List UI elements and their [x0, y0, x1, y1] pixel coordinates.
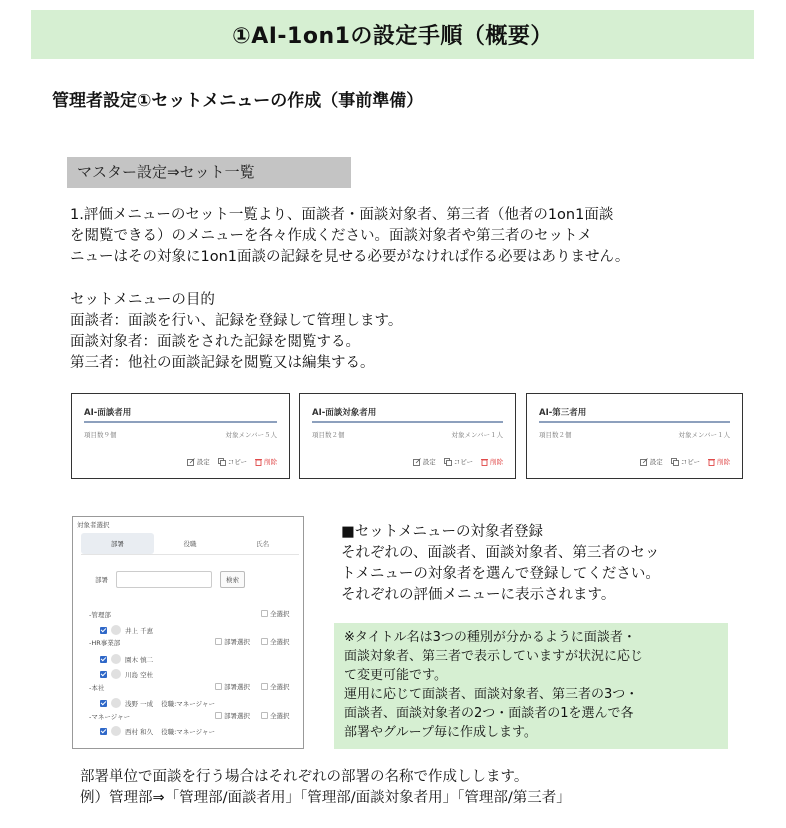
registration-description: [341, 522, 660, 606]
member-name: 浅野 一成: [125, 699, 154, 708]
purpose-paragraph: [70, 290, 402, 374]
group-row: [89, 608, 111, 620]
dept-select-option[interactable]: 部署選択: [215, 682, 250, 691]
group-row: [89, 681, 104, 693]
member-name: 井上 千恵: [125, 626, 154, 635]
delete-button[interactable]: 削除: [481, 457, 503, 466]
section-subtitle: 管理者設定①セットメニューの作成（事前準備）: [52, 91, 424, 111]
checked-checkbox-icon[interactable]: [100, 700, 107, 707]
group-row: [89, 636, 120, 648]
tab-position[interactable]: 役職: [183, 540, 197, 548]
note-line: 部署やグループ毎に作成します。: [344, 725, 537, 740]
edit-icon: [413, 458, 421, 466]
search-button[interactable]: 検索: [220, 571, 245, 588]
instruction-line: を閲覧できる）のメニューを各々作成ください。面談対象者や第三者のセットメ: [70, 228, 592, 244]
select-all-option[interactable]: 全選択: [261, 711, 290, 720]
instruction-paragraph: [70, 205, 629, 268]
note-line: ※タイトル名は3つの種別が分かるように面談者・: [344, 630, 636, 645]
checkbox[interactable]: [261, 683, 268, 690]
member-row[interactable]: [100, 697, 215, 709]
member-row[interactable]: [100, 725, 215, 737]
avatar: [111, 625, 121, 635]
member-row[interactable]: [100, 624, 153, 636]
card-item-count: 項目数２個: [312, 431, 345, 439]
note-box: [334, 623, 728, 749]
dept-label: 部署: [95, 576, 108, 584]
checked-checkbox-icon[interactable]: [100, 627, 107, 634]
card-title: AI-第三者用: [539, 406, 730, 423]
target-selection-panel: [72, 516, 304, 749]
copy-icon: [671, 458, 679, 466]
select-all-option[interactable]: 全選択: [261, 637, 290, 646]
checked-checkbox-icon[interactable]: [100, 671, 107, 678]
card-title: AI-面談者用: [84, 406, 277, 423]
registration-line: それぞれの評価メニューに表示されます。: [341, 587, 616, 603]
bottom-line: 部署単位で面談を行う場合はそれぞれの部署の名称で作成しします。: [80, 769, 529, 785]
trash-icon: [481, 458, 488, 466]
panel-header: 対象者選択: [77, 521, 110, 529]
instruction-line: ニューはその対象に1on1面談の記録を見せる必要がなければ作る必要はありません。: [70, 249, 630, 265]
avatar: [111, 669, 121, 679]
avatar: [111, 726, 121, 736]
checked-checkbox-icon[interactable]: [100, 728, 107, 735]
bottom-example-line: 例）管理部⇒「管理部/面談者用」「管理部/面談対象者用」「管理部/第三者」: [80, 790, 571, 806]
checkbox[interactable]: [261, 638, 268, 645]
registration-line: トメニューの対象者を選んで登録してください。: [341, 566, 660, 582]
dept-input[interactable]: [116, 571, 212, 588]
card-member-count: 対象メンバー１人: [678, 431, 730, 439]
trash-icon: [255, 458, 262, 466]
note-line: 面談対象者、第三者で表示していますが状況に応じ: [344, 649, 644, 664]
settings-button[interactable]: 設定: [187, 457, 210, 466]
tab-department[interactable]: 部署: [81, 533, 154, 554]
select-all-option[interactable]: 全選択: [261, 609, 290, 618]
card-item-count: 項目数２個: [539, 431, 572, 439]
purpose-line: 面談者：面談を行い、記録を登録して管理します。: [70, 313, 403, 329]
card-item-count: 項目数９個: [84, 431, 117, 439]
edit-icon: [187, 458, 195, 466]
copy-icon: [218, 458, 226, 466]
copy-button[interactable]: コピー: [444, 457, 473, 466]
checkbox[interactable]: [261, 712, 268, 719]
set-card-interviewer: [71, 393, 290, 479]
group-row: [89, 710, 130, 722]
page-title: ①AI-1on1の設定手順（概要）: [232, 24, 553, 49]
checkbox[interactable]: [215, 683, 222, 690]
dept-select-option[interactable]: 部署選択: [215, 711, 250, 720]
trash-icon: [708, 458, 715, 466]
avatar: [111, 698, 121, 708]
select-all-option[interactable]: 全選択: [261, 682, 290, 691]
member-role: 役職:マネージャー: [161, 727, 216, 736]
copy-icon: [444, 458, 452, 466]
copy-button[interactable]: コピー: [218, 457, 247, 466]
master-setting-label: マスター設定⇒セット一覧: [67, 157, 351, 188]
group-name: -マネージャー: [89, 712, 131, 721]
note-line: て変更可能です。: [344, 668, 447, 683]
purpose-line: 面談対象者：面談をされた記録を閲覧する。: [70, 334, 360, 350]
group-name: -管理部: [89, 610, 111, 619]
member-name: 園木 慎二: [125, 655, 154, 664]
avatar: [111, 654, 121, 664]
settings-button[interactable]: 設定: [413, 457, 436, 466]
dept-select-option[interactable]: 部署選択: [215, 637, 250, 646]
checkbox[interactable]: [215, 638, 222, 645]
instruction-line: 1.評価メニューのセット一覧より、面談者・面談対象者、第三者（他者の1on1面談: [70, 207, 614, 223]
note-line: 運用に応じて面談者、面談対象者、第三者の3つ・: [344, 687, 639, 702]
card-title: AI-面談対象者用: [312, 406, 503, 423]
group-name: -本社: [89, 683, 105, 692]
note-line: 面談者、面談対象者の2つ・面談者の1を選んで各: [344, 706, 634, 721]
member-row[interactable]: [100, 668, 153, 680]
edit-icon: [640, 458, 648, 466]
delete-button[interactable]: 削除: [255, 457, 277, 466]
tab-name[interactable]: 氏名: [256, 540, 270, 548]
member-row[interactable]: [100, 653, 153, 665]
title-banner: [31, 10, 754, 59]
purpose-heading: セットメニューの目的: [70, 292, 215, 308]
set-card-interviewee: [299, 393, 516, 479]
delete-button[interactable]: 削除: [708, 457, 730, 466]
member-role: 役職:マネージャー: [161, 699, 216, 708]
card-member-count: 対象メンバー５人: [225, 431, 277, 439]
member-name: 川島 空杜: [125, 670, 154, 679]
registration-heading: ■セットメニューの対象者登録: [341, 524, 544, 540]
member-name: 西村 和久: [125, 727, 154, 736]
purpose-line: 第三者：他社の面談記録を閲覧又は編集する。: [70, 355, 375, 371]
card-member-count: 対象メンバー１人: [451, 431, 503, 439]
bottom-description: [80, 767, 571, 809]
copy-button[interactable]: コピー: [671, 457, 700, 466]
checkbox[interactable]: [215, 712, 222, 719]
set-card-third-party: [526, 393, 743, 479]
group-name: -HR事業部: [89, 638, 121, 647]
registration-line: それぞれの、面談者、面談対象者、第三者のセッ: [341, 545, 660, 561]
selection-tabs: [81, 533, 299, 555]
checked-checkbox-icon[interactable]: [100, 656, 107, 663]
settings-button[interactable]: 設定: [640, 457, 663, 466]
checkbox[interactable]: [261, 610, 268, 617]
